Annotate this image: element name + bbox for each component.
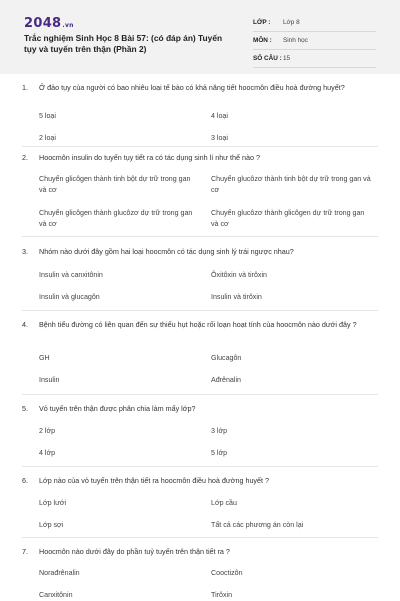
option-c[interactable]: 4 lớp xyxy=(39,449,56,457)
meta-label: LỚP : xyxy=(253,19,271,26)
question-divider xyxy=(22,236,378,237)
option-d[interactable]: Chuyển glucôzơ thành glicôgen dự trữ trong gan và cơ xyxy=(211,209,365,228)
question-text: Lớp nào của vỏ tuyến trên thận tiết ra hoocmôn điều hoà đường huyết ? xyxy=(39,476,270,485)
logo-sub-text: .vn xyxy=(62,22,74,29)
option-c[interactable]: Lớp sợi xyxy=(39,521,64,529)
meta-value: Sinh học xyxy=(283,37,308,44)
option-a[interactable]: Norađrênalin xyxy=(39,569,80,577)
question-divider xyxy=(22,537,378,538)
option-a[interactable]: Chuyển glicôgen thành tinh bột dự trữ trong gan và cơ xyxy=(39,175,191,194)
document-meta xyxy=(253,14,376,68)
meta-value: 15 xyxy=(283,55,291,62)
question-number: 7. xyxy=(22,547,28,556)
option-b[interactable]: Ôxitôxin và tirôxin xyxy=(211,271,267,279)
option-d[interactable]: Ađrênalin xyxy=(211,376,241,384)
option-b[interactable]: Lớp cầu xyxy=(211,499,237,507)
option-a[interactable]: GH xyxy=(39,354,50,362)
question-text: Nhóm nào dưới đây gồm hai loại hoocmôn có tác dụng sinh lý trái ngược nhau? xyxy=(39,247,294,256)
question-text: Hoocmôn nào dưới đây do phần tuỷ tuyến trên thận tiết ra ? xyxy=(39,547,230,556)
option-b[interactable]: Glucagôn xyxy=(211,354,242,362)
option-a[interactable]: Lớp lưới xyxy=(39,499,67,507)
document-title: Trắc nghiệm Sinh Học 8 Bài 57: (có đáp án) Tuyến tụy và tuyến trên thận (Phần 2) xyxy=(24,33,223,54)
option-a[interactable]: 5 loại xyxy=(39,112,56,120)
logo-main-text: 2048 xyxy=(24,16,62,31)
option-c[interactable]: 2 loại xyxy=(39,134,56,142)
question-text: Ở đảo tụy của người có bao nhiêu loại tế bào có khả năng tiết hoocmôn điều hoà đường huyết? xyxy=(39,83,345,92)
option-d[interactable]: Insulin và tirôxin xyxy=(211,293,262,301)
option-c[interactable]: Insulin xyxy=(39,376,60,384)
meta-label: SỐ CÂU : xyxy=(253,55,282,62)
option-d[interactable]: 3 loại xyxy=(211,134,228,142)
option-d[interactable]: Tirôxin xyxy=(211,591,233,599)
question-text: Bệnh tiểu đường có liên quan đến sự thiếu hụt hoặc rối loạn hoạt tính của hoocmôn nào dưới đây ? xyxy=(39,320,357,329)
question-number: 1. xyxy=(22,83,28,92)
option-b[interactable]: 4 loại xyxy=(211,112,228,120)
option-c[interactable]: Chuyển glicôgen thành glucôzơ dự trữ trong gan và cơ xyxy=(39,209,193,228)
meta-row-class xyxy=(253,14,376,32)
meta-row-count xyxy=(253,50,376,68)
option-b[interactable]: Chuyển glucôzơ thành tinh bột dự trữ trong gan và cơ xyxy=(211,175,371,194)
option-d[interactable]: 5 lớp xyxy=(211,449,228,457)
option-c[interactable]: Canxitônin xyxy=(39,591,73,599)
question-divider xyxy=(22,146,378,147)
meta-row-subject xyxy=(253,32,376,50)
question-number: 5. xyxy=(22,404,28,413)
option-a[interactable]: 2 lớp xyxy=(39,427,56,435)
meta-label: MÔN : xyxy=(253,37,272,44)
option-d[interactable]: Tất cả các phương án còn lại xyxy=(211,521,304,529)
question-divider xyxy=(22,310,378,311)
question-text: Hoocmôn insulin do tuyến tụy tiết ra có tác dụng sinh lí như thế nào ? xyxy=(39,153,260,162)
question-text: Vỏ tuyến trên thận được phân chia làm mấy lớp? xyxy=(39,404,196,413)
option-b[interactable]: Cooctizôn xyxy=(211,569,243,577)
question-divider xyxy=(22,394,378,395)
option-c[interactable]: Insulin và glucagôn xyxy=(39,293,100,301)
question-divider xyxy=(22,466,378,467)
option-b[interactable]: 3 lớp xyxy=(211,427,228,435)
site-logo[interactable] xyxy=(24,16,74,31)
option-a[interactable]: Insulin và canxitônin xyxy=(39,271,103,279)
document-header xyxy=(0,0,400,74)
question-number: 2. xyxy=(22,153,28,162)
meta-value: Lớp 8 xyxy=(283,19,300,26)
question-number: 3. xyxy=(22,247,28,256)
question-number: 6. xyxy=(22,476,28,485)
question-number: 4. xyxy=(22,320,28,329)
